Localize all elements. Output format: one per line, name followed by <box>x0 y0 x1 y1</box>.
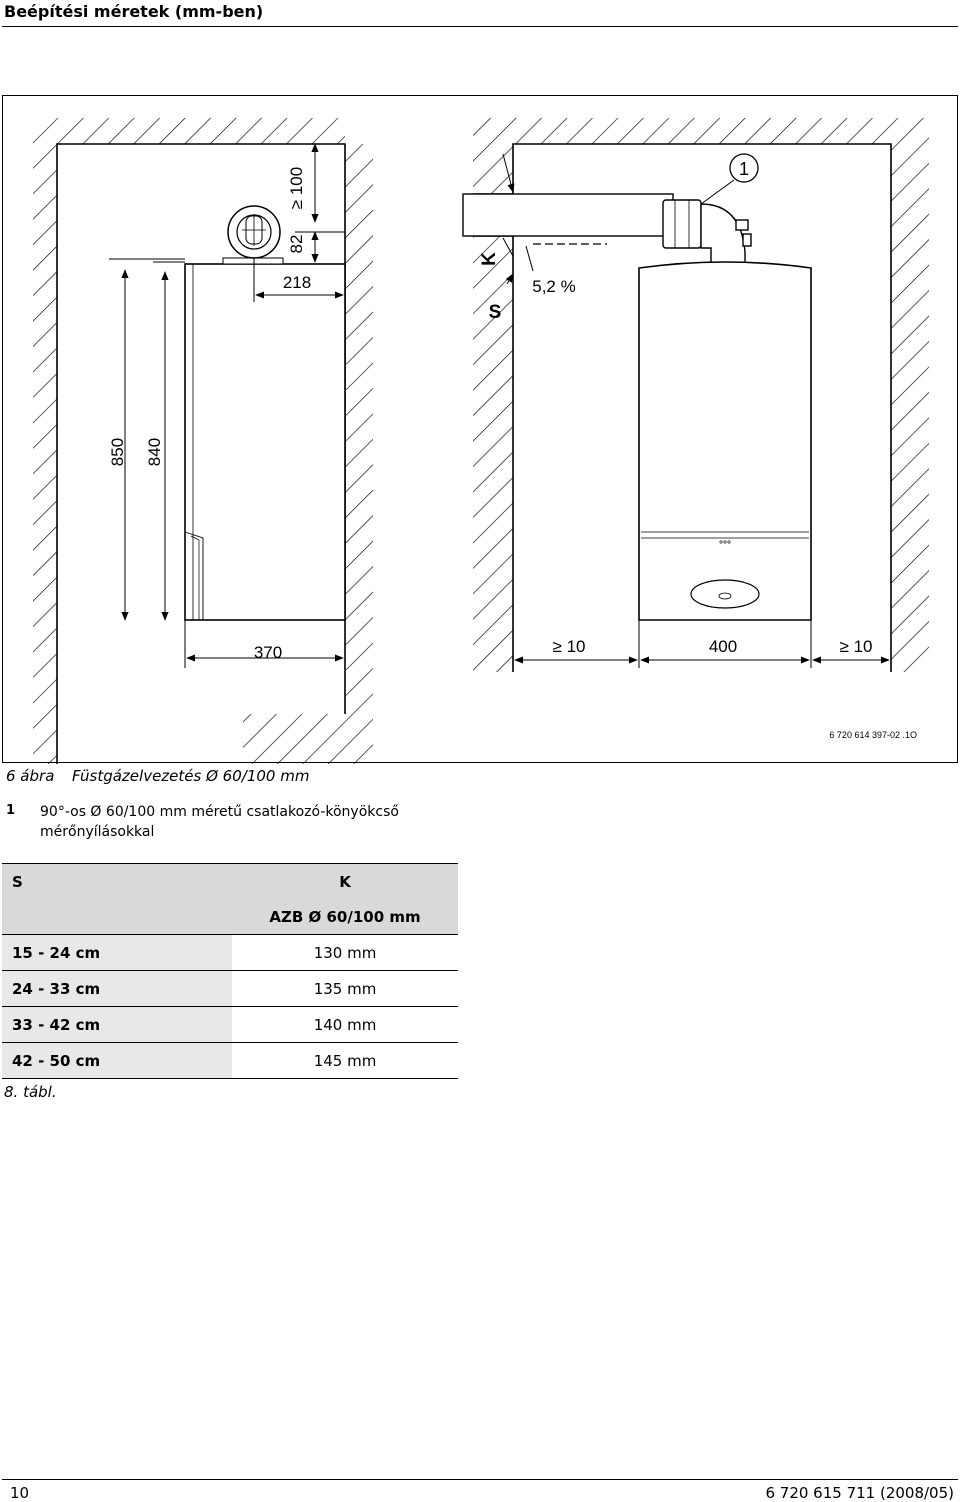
dimension-table <box>2 863 458 1079</box>
page-title: Beépítési méretek (mm-ben) <box>4 2 264 21</box>
slope-label: 5,2 % <box>532 277 576 296</box>
table-cell-k: 135 mm <box>232 971 458 1007</box>
table-row <box>2 935 458 971</box>
table-cell-s: 15 - 24 cm <box>2 935 232 971</box>
drawing-canvas <box>3 96 959 764</box>
legend-item-text: 90°-os Ø 60/100 mm méretű csatlakozó-könyökcső mérőnyílásokkal <box>40 804 399 840</box>
callout-1 <box>701 154 758 204</box>
boiler-front-view <box>639 262 811 620</box>
footer-rule <box>2 1479 958 1480</box>
callout-1-label: 1 <box>738 159 750 179</box>
dim-840-label: 840 <box>145 437 164 467</box>
table-header-s: S <box>2 864 232 900</box>
table-cell-k: 130 mm <box>232 935 458 971</box>
dim-218-label: 218 <box>282 273 312 292</box>
page-number: 10 <box>10 1484 30 1502</box>
label-s: S <box>488 302 502 323</box>
label-k: K <box>479 252 500 266</box>
dim-min-100-label: ≥ 100 <box>287 166 306 210</box>
figure-title: Füstgázelvezetés Ø 60/100 mm <box>72 767 310 785</box>
table-subheader-empty <box>2 899 232 935</box>
table-header-k: K <box>232 864 458 900</box>
title-rule <box>2 26 958 27</box>
table-row <box>2 1043 458 1079</box>
table-row <box>2 1007 458 1043</box>
table-caption: 8. tábl. <box>4 1083 57 1101</box>
table-row <box>2 971 458 1007</box>
dim-min-10-right-label: ≥ 10 <box>839 637 873 656</box>
table-cell-k: 140 mm <box>232 1007 458 1043</box>
document-id: 6 720 615 711 (2008/05) <box>765 1484 954 1502</box>
boiler-side-view <box>185 206 345 620</box>
table-cell-k: 145 mm <box>232 1043 458 1079</box>
dim-370-label: 370 <box>253 643 283 662</box>
installation-drawing <box>2 95 958 763</box>
dim-400-label: 400 <box>708 637 738 656</box>
legend-item-number: 1 <box>6 803 16 818</box>
table-cell-s: 24 - 33 cm <box>2 971 232 1007</box>
dim-min-10-left-label: ≥ 10 <box>552 637 586 656</box>
dim-82-label: 82 <box>287 234 306 254</box>
drawing-code: 6 720 614 397-02 .1O <box>829 730 917 740</box>
figure-number: 6 ábra <box>6 767 55 785</box>
table-cell-s: 33 - 42 cm <box>2 1007 232 1043</box>
table-cell-s: 42 - 50 cm <box>2 1043 232 1079</box>
dim-850-label: 850 <box>108 437 127 467</box>
table-subheader: AZB Ø 60/100 mm <box>232 899 458 935</box>
